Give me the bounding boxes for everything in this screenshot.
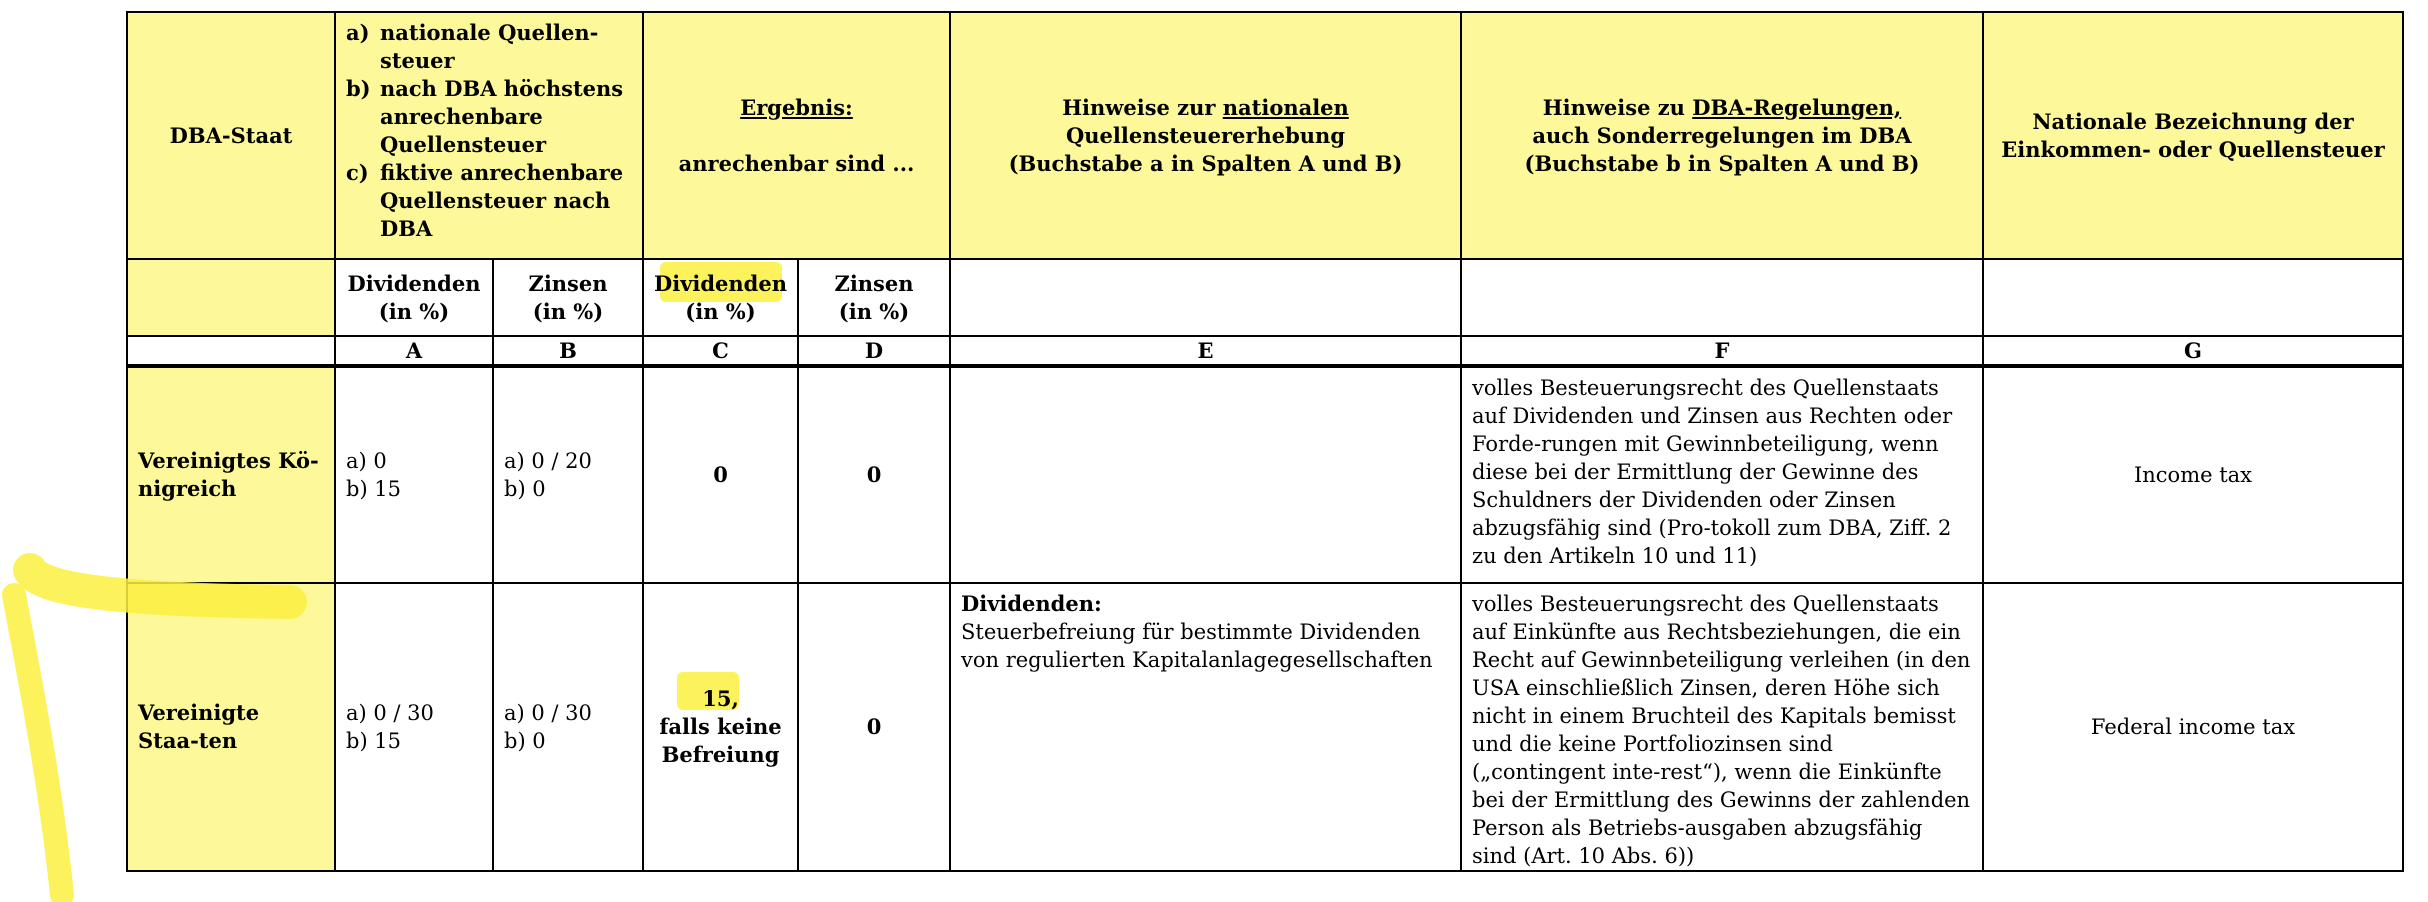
cell-d-zinsen: 0 (798, 366, 950, 583)
column-letter-a: A (335, 336, 493, 366)
cell-f-notes: volles Besteuerungsrecht des Quellenstaats auf Einkünfte aus Rechtsbeziehungen, die ein Recht auf Gewinnbeteiligung verleihen (in den USA einschließlich Zinsen, deren Höhe sich nicht in einem Bruchteil des Kapitals bemisst und die keine Portfoliozinsen sind („contingent inte-rest“), wenn die Einkünfte bei der Ermittlung des Gewinns der zahlenden Person als Betriebs-ausgaben abzugsfähig sind (Art. 10 Abs. 6)) (1461, 583, 1983, 871)
cell-a-dividenden: a) 0 / 30 b) 15 (335, 583, 493, 871)
cell-g-tax: Income tax (1983, 366, 2403, 583)
state-name: Vereinigtes Kö-nigreich (127, 366, 335, 583)
column-letter-c: C (643, 336, 798, 366)
result-subtitle: anrechenbar sind ... (678, 150, 915, 176)
cell-f-notes: volles Besteuerungsrecht des Quellenstaats auf Dividenden und Zinsen aus Rechten oder Forde-rungen mit Gewinnbeteiligung, wenn diese bei der Ermittlung der Gewinne des Schuldners der Dividenden oder Zinsen abzugsfähig sind (Pro-tokoll zum DBA, Ziff. 2 zu den Artikeln 10 und 11) (1461, 366, 1983, 583)
cell-b-zinsen: a) 0 / 30 b) 0 (493, 583, 643, 871)
cell-c-dividenden: 15, falls keine Befreiung (643, 583, 798, 871)
header-state: DBA-Staat (127, 12, 335, 259)
cell-g-tax: Federal income tax (1983, 583, 2403, 871)
cell-d-zinsen: 0 (798, 583, 950, 871)
subheader-b-zinsen: Zinsen (in %) (493, 259, 643, 336)
subheader-g-empty (1983, 259, 2403, 336)
table-row (127, 366, 2403, 583)
legend-item-a: a) nationale Quellen-steuer (346, 20, 599, 73)
cell-a-dividenden: a) 0 b) 15 (335, 366, 493, 583)
column-letter-b: B (493, 336, 643, 366)
column-letter-g: G (1983, 336, 2403, 366)
header-national-name: Nationale Bezeichnung der Einkommen- oder Quellensteuer (1983, 12, 2403, 259)
header-notes-dba: Hinweise zu DBA-Regelungen, auch Sonderregelungen im DBA (Buchstabe b in Spalten A und B) (1461, 12, 1983, 259)
header-notes-national: Hinweise zur nationalen Quellensteuererhebung (Buchstabe a in Spalten A und B) (950, 12, 1461, 259)
header-legend (335, 12, 643, 259)
state-name: Vereinigte Staa-ten (127, 583, 335, 871)
column-letter-f: F (1461, 336, 1983, 366)
cell-c-dividenden: 0 (643, 366, 798, 583)
column-letter-d: D (798, 336, 950, 366)
subheader-e-empty (950, 259, 1461, 336)
letter-empty (127, 336, 335, 366)
subheader-d-zinsen: Zinsen (in %) (798, 259, 950, 336)
subheader-empty (127, 259, 335, 336)
highlighter-stroke-vertical (14, 595, 62, 895)
header-result (643, 12, 950, 259)
column-letter-e: E (950, 336, 1461, 366)
subheader-c-dividenden: Dividenden (in %) (643, 259, 798, 336)
subheader-a-dividenden: Dividenden (in %) (335, 259, 493, 336)
cell-e-notes (950, 366, 1461, 583)
result-title: Ergebnis: (740, 94, 853, 120)
cell-b-zinsen: a) 0 / 20 b) 0 (493, 366, 643, 583)
table-row (127, 583, 2403, 871)
legend-item-c: c) fiktive anrechenbare Quellensteuer nach DBA (346, 160, 624, 241)
cell-e-notes: Dividenden: Steuerbefreiung für bestimmte Dividenden von regulierten Kapitalanlagegesellschaften (950, 583, 1461, 871)
dba-withholding-tax-table (126, 11, 2404, 872)
legend-item-b: b) nach DBA höchstens anrechenbare Quellensteuer (346, 76, 624, 157)
subheader-f-empty (1461, 259, 1983, 336)
